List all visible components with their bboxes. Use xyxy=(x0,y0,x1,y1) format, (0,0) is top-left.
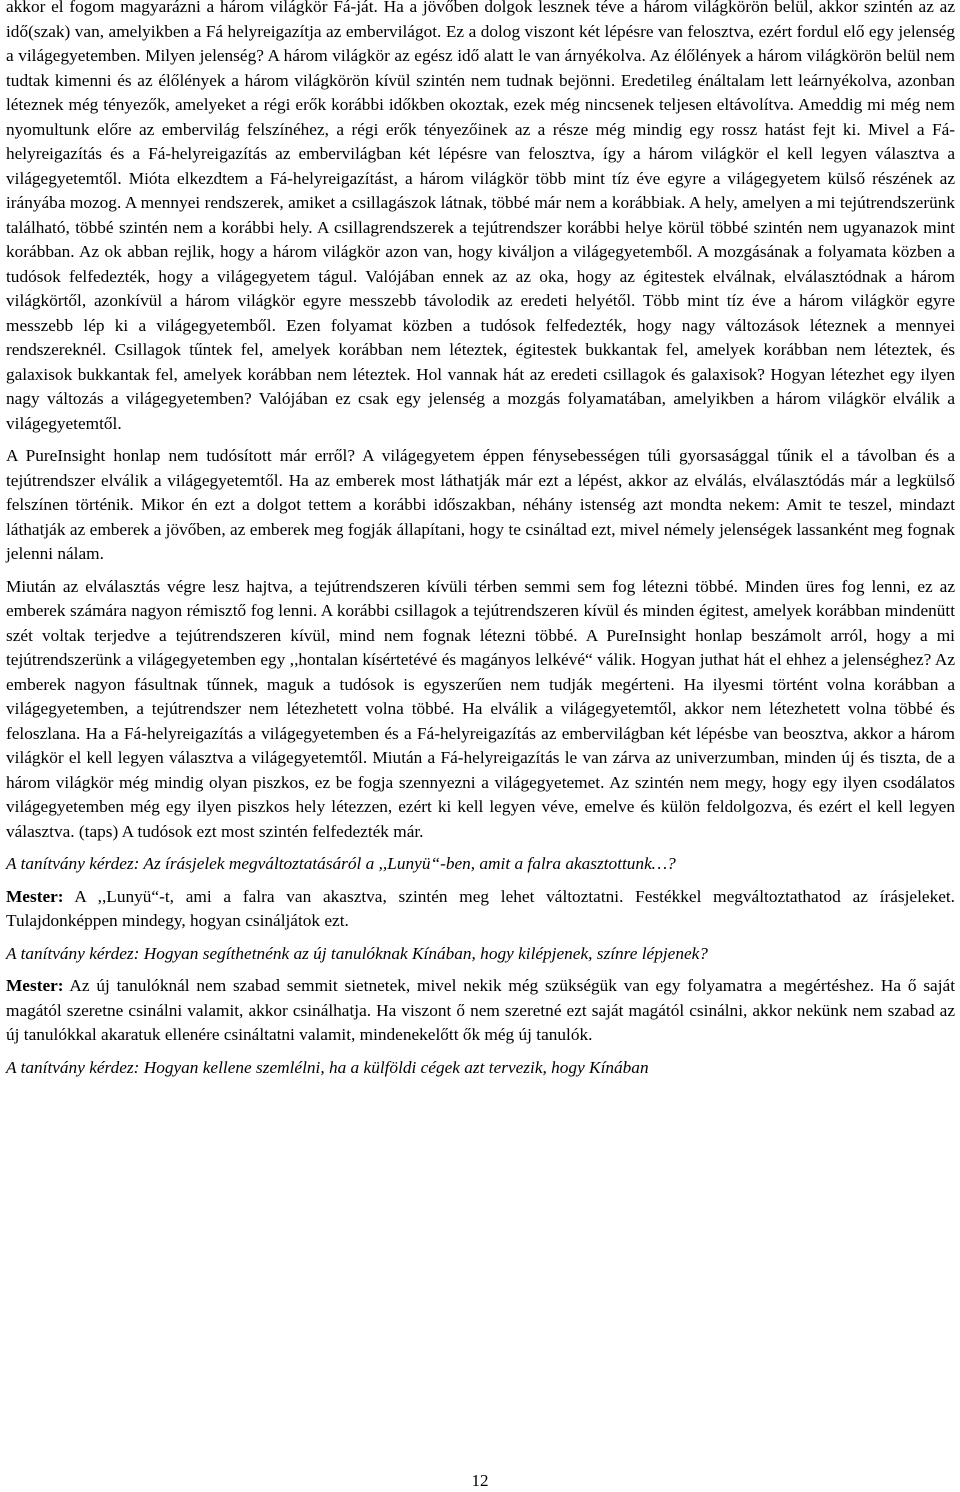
paragraph-3: Miután az elválasztás végre lesz hajtva, a tejútrendszeren kívüli térben semmi sem fog létezni többé. Minden üres fog lenni, ez az emberek számára nagyon rémisztő fog lenni. A korábbi csillagok a tejútrendszeren kívül és minden égitest, amelyek korábban mindenütt szét voltak terjedve a tejútrendszeren kívül, mind nem fognak létezni többé. A PureInsight honlap beszámolt arról, hogy a mi tejútrendszerünk a világegyetemben egy ,,hontalan kísértetévé és magányos lelkévé“ válik. Hogyan juthat hát el ehhez a jelenséghez? Az emberek nagyon fásultnak tűnnek, maguk a tudósok is egyszerűen nem tudják megérteni. Ha ilyesmi történt volna korábban a világegyetemben, a tejútrendszer nem létezhetett volna többé. Ha elválik a világegyetemtől, akkor nem létezhetett volna többé és feloszlana. Ha a Fá-helyreigazítás a világegyetemben és a Fá-helyreigazítás az embervilágban két lépésbe van beosztva, akkor a három világkör el kell legyen választva a világegyetemtől. Miután a Fá-helyreigazítás le van zárva az univerzumban, minden új és tiszta, de a három világkör még mindig olyan piszkos, ez be fogja szennyezni a világegyetemet. Az szintén nem megy, hogy egy ilyen csodálatos világegyetemben még egy ilyen piszkos hely létezzen, ezért ki kell legyen véve, emelve és külön feldolgozva, és ezért el kell legyen választva. (taps) A tudósok ezt most szintén felfedezték már. xyxy=(6,576,955,841)
answer-text: Az új tanulóknál nem szabad semmit sietnetek, mivel nekik még szükségük van egy folyamatra a megértéshez. Ha ő saját magától szeretne csinálni valamit, akkor csinálhatja. Ha viszont ő nem szeretné ezt saját magától csinálni, akkor nekünk nem szabad az új tanulókkal akaratuk ellenére csináltatni valamit, mindenekelőtt ők még új tanulók. xyxy=(6,976,955,1044)
answer-label: Mester: xyxy=(6,886,64,906)
page-number: 12 xyxy=(471,1471,489,1490)
question-2: A tanítvány kérdez: Hogyan segíthetnénk az új tanulóknak Kínában, hogy kilépjenek, színre lépjenek? xyxy=(6,943,708,963)
question-3: A tanítvány kérdez: Hogyan kellene szemlélni, ha a külföldi cégek azt tervezik, hogy Kínában xyxy=(6,1057,649,1077)
answer-label: Mester: xyxy=(6,976,64,995)
answer-text: A ,,Lunyü“-t, ami a falra van akasztva, szintén meg lehet változtatni. Festékkel megváltoztathatod az írásjeleket. Tulajdonképpen mindegy, hogyan csináljátok ezt. xyxy=(6,886,955,930)
question-1: A tanítvány kérdez: Az írásjelek megváltoztatásáról a ,,Lunyü“-ben, amit a falra akasztottunk…? xyxy=(6,854,676,873)
paragraph-2: A PureInsight honlap nem tudósított már erről? A világegyetem éppen fénysebességen túli gyorsasággal tűnik el a távolban és a tejútrendszer elválik a világegyetemtől. Ha az emberek most láthatják már ezt a lépést, akkor az elválás, elválasztódás már a legkülső felszínen történik. Mikor én ezt a dolgot tettem a korábbi időszakban, néhány istenség azt mondta nekem: Amit te teszel, mindazt láthatják az emberek a jövőben, az emberek meg fogják állapítani, hogy te csináltad ezt, mivel némely jelenségek lassanként meg fognak jelenni nálam. xyxy=(6,446,955,563)
paragraph-1: akkor el fogom magyarázni a három világkör Fá-ját. Ha a jövőben dolgok lesznek téve a három világkörön belül, akkor szintén az az idő(szak) van, amelyikben a Fá helyreigazítja az embervilágot. Ez a dolog viszont két lépésre van felosztva, ezért fordul elő egy jelenség a világegyetemben. Milyen jelenség? A három világkör az egész idő alatt le van árnyékolva. Az élőlények a három világkörön belül nem tudtak kimenni és az élőlények a három világkörön kívül szintén nem tudnak bejönni. Eredetileg énáltalam lett leárnyékolva, azonban léteznek még tényezők, amelyeket a régi erők korábbi időkben okoztak, ezek még nincsenek teljesen eltávolítva. Ameddig mi még nem nyomultunk előre az embervilág felszínéhez, a régi erők tényezőinek az a része még mindig egy rossz hatást fejt ki. Mivel a Fá-helyreigazítás és a Fá-helyreigazítás az embervilágban két lépésre van felosztva, így a három világkör el kell legyen választva a világegyetemtől. Mióta elkezdtem a Fá-helyreigazítást, a három világkör több mint tíz éve egyre a világegyetem külső részének az irányába mozog. A mennyei rendszerek, amiket a csillagászok látnak, többé már nem a korábbiak. A hely, amelyen a mi tejútrendszerünk található, többé szintén nem a korábbi hely. A csillagrendszerek a tejútrendszer korábbi helye körül többé szintén nem ugyanazok mint korábban. Az ok abban rejlik, hogy a három világkör azon van, hogy kiváljon a világegyetemből. A mozgásának a folyamata közben a tudósok felfedezték, hogy a világegyetem tágul. Valójában ennek az az oka, hogy az égitestek elválnak, elválasztódnak a három világkörtől, azonkívül a három világkör egyre messzebb távolodik az eredeti helyétől. Több mint tíz éve a három világkör egyre messzebb lép ki a világegyetemből. Ezen folyamat közben a tudósok felfedezték, hogy nagy változások léteznek a mennyei rendszereknél. Csillagok tűntek fel, amelyek korábban nem léteztek, égitestek bukkantak fel, amelyek korábban nem léteztek, és galaxisok bukkantak fel, amelyek korábban nem léteztek. Hol vannak hát az eredeti csillagok és galaxisok? Hogyan létezhet egy ilyen nagy változás a világegyetemben? Valójában ez csak egy jelenség a mozgás folyamatában, amelyikben a három világkör elválik a világegyetemtől. xyxy=(6,0,955,433)
page-body xyxy=(6,0,955,1088)
answer-1 xyxy=(6,885,955,934)
answer-2 xyxy=(6,974,955,1048)
